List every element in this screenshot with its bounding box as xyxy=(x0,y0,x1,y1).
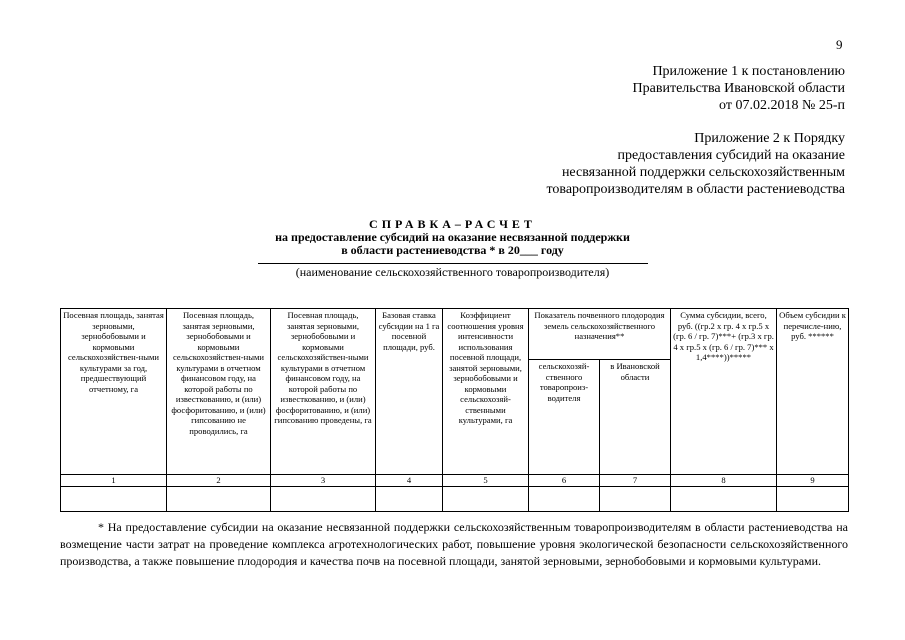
title-subtitle-line: в области растениеводства * в 20___ году xyxy=(341,243,564,257)
header-col-2: Посевная площадь, занятая зерновыми, зернобобовыми и кормовыми сельскохозяйствен-ными культурами в отчетном финансовом году, на которой работы по известкованию, и (или) фосфоритованию, и (или) гипсованию не проводились, га xyxy=(167,309,271,475)
column-number: 1 xyxy=(61,475,167,487)
calculation-table xyxy=(60,308,849,512)
empty-cell xyxy=(777,487,849,512)
empty-cell xyxy=(443,487,529,512)
empty-cell xyxy=(671,487,777,512)
header-col-5: Коэффициент соотношения уровня интенсивности использования посевной площади, занятой зерновыми, зернобобовыми и кормовыми сельскохозяй-ственными культурами, га xyxy=(443,309,529,475)
header-col-8: Сумма субсидии, всего, руб. ((гр.2 x гр. 4 x гр.5 x (гр. 6 / гр. 7)***+ (гр.3 x гр. 4 x гр.5 x (гр. 6 / гр. 7)*** x 1,4****))***** xyxy=(671,309,777,475)
column-number: 8 xyxy=(671,475,777,487)
footnote: * На предоставление субсидии на оказание несвязанной поддержки сельскохозяйственным товаропроизводителям в области растениеводства на возмещение части затрат на проведение комплекса агротехнологических работ, повышение уровня экологической безопасности сельскохозяйственного производства, а также повышение плодородия и качества почв на посевной площади, занятой зерновыми, зернобобовыми и кормовыми культурами. xyxy=(60,520,848,568)
title-subtitle-line: на предоставление субсидий на оказание несвязанной поддержки xyxy=(275,230,630,244)
header-col-3: Посевная площадь, занятая зерновыми, зернобобовыми и кормовыми сельскохозяйствен-ными культурами в отчетном финансовом году, на которой работы по известкованию, и (или) фосфоритованию, и (или) гипсованию проведены, га xyxy=(271,309,376,475)
appendix-1-header xyxy=(633,63,845,114)
appendix-1-line: Правительства Ивановской области xyxy=(632,81,845,96)
appendix-1-line: Приложение 1 к постановлению xyxy=(652,64,845,79)
empty-cell xyxy=(529,487,600,512)
column-number: 5 xyxy=(443,475,529,487)
empty-cell xyxy=(61,487,167,512)
header-col-9: Объем субсидии к перечисле-нию, руб. ****** xyxy=(777,309,849,475)
column-number: 4 xyxy=(376,475,443,487)
document-title xyxy=(0,217,905,279)
empty-cell xyxy=(376,487,443,512)
name-caption: (наименование сельскохозяйственного товаропроизводителя) xyxy=(295,265,610,279)
header-col-1: Посевная площадь, занятая зерновыми, зернобобовыми и кормовыми сельскохозяйствен-ными культурами за год, предшествующий отчетному, га xyxy=(61,309,167,475)
column-number: 9 xyxy=(777,475,849,487)
appendix-2-line: несвязанной поддержки сельскохозяйственным xyxy=(561,165,845,180)
empty-cell xyxy=(271,487,376,512)
header-col-6-7-group: Показатель почвенного плодородия земель сельскохозяйственного назначения** xyxy=(529,309,671,360)
appendix-2-line: Приложение 2 к Порядку xyxy=(694,131,845,146)
column-number: 7 xyxy=(600,475,671,487)
header-col-7: в Ивановской области xyxy=(600,360,671,475)
page-number: 9 xyxy=(836,37,843,52)
header-col-4: Базовая ставка субсидии на 1 га посевной площади, руб. xyxy=(376,309,443,475)
appendix-2-header xyxy=(546,130,845,198)
name-fill-line xyxy=(258,263,648,264)
appendix-2-line: предоставления субсидий на оказание xyxy=(617,148,845,163)
empty-cell xyxy=(600,487,671,512)
appendix-2-line: товаропроизводителям в области растениеводства xyxy=(546,182,845,197)
column-number: 2 xyxy=(167,475,271,487)
header-col-6: сельскохозяй-ственного товаропроиз-водителя xyxy=(529,360,600,475)
empty-cell xyxy=(167,487,271,512)
column-number: 3 xyxy=(271,475,376,487)
column-number: 6 xyxy=(529,475,600,487)
title-main: СПРАВКА–РАСЧЕТ xyxy=(369,217,536,231)
appendix-1-line: от 07.02.2018 № 25-п xyxy=(719,98,845,113)
